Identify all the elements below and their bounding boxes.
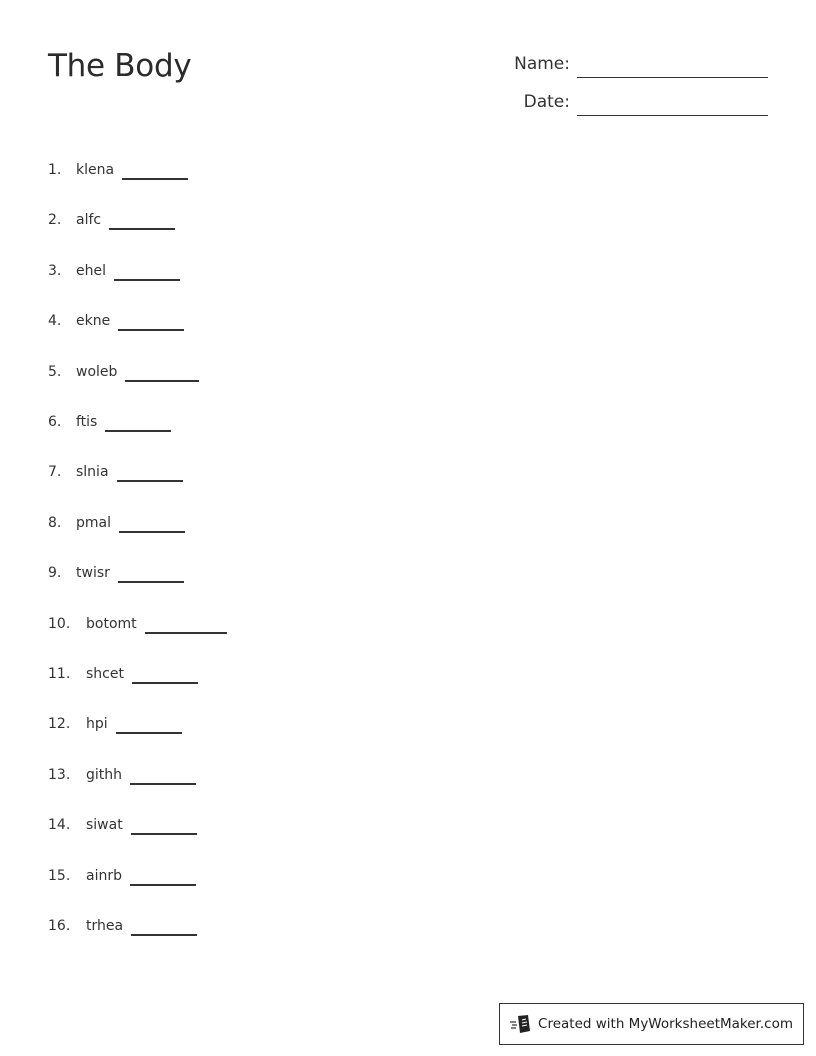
list-item [48,414,171,434]
item-number: 3. [48,262,62,279]
scrambled-word: trhea [86,918,124,934]
answer-blank[interactable] [132,682,198,684]
scrambled-word: twisr [76,565,110,582]
list-item [48,817,197,837]
scrambled-word: siwat [86,817,123,834]
date-label: Date: [523,92,570,112]
answer-blank[interactable] [109,228,175,230]
item-number: 2. [48,212,62,229]
answer-blank[interactable] [130,884,196,886]
answer-blank[interactable] [122,178,188,180]
date-field[interactable] [480,86,770,116]
name-field[interactable] [480,48,770,78]
footer-text: Created with MyWorksheetMaker.com [538,1016,793,1032]
answer-blank[interactable] [130,783,196,785]
list-item [48,666,198,686]
answer-blank[interactable] [131,934,197,936]
scrambled-word: ainrb [86,867,122,884]
list-item [48,515,185,535]
date-input-line[interactable] [577,115,768,116]
item-number: 15. [48,867,71,884]
list-item [48,162,188,182]
scrambled-word: ehel [76,262,106,279]
list-item [48,616,227,636]
item-number: 1. [48,162,62,178]
list-item [48,364,199,384]
item-number: 14. [48,817,71,834]
list-item [48,263,180,283]
item-number: 12. [48,716,71,733]
scrambled-word: shcet [86,666,124,682]
worksheet-logo-icon [510,1014,532,1034]
answer-blank[interactable] [114,279,180,281]
footer-credit [499,1003,804,1045]
item-number: 16. [48,918,71,934]
scrambled-word: botomt [86,615,137,632]
scrambled-word: alfc [76,212,102,229]
page-title: The Body [48,48,192,84]
scrambled-word: ekne [76,313,111,330]
item-number: 11. [48,666,71,682]
scrambled-word: ftis [76,414,98,430]
scrambled-word: hpi [86,716,108,733]
answer-blank[interactable] [105,430,171,432]
answer-blank[interactable] [118,581,184,583]
list-item [48,716,182,736]
list-item [48,212,175,232]
list-item [48,868,196,888]
item-number: 8. [48,514,62,531]
item-number: 13. [48,766,71,783]
item-number: 6. [48,414,62,430]
item-number: 7. [48,464,62,481]
scrambled-word: klena [76,162,115,178]
item-number: 10. [48,615,71,632]
name-label: Name: [514,54,570,74]
answer-blank[interactable] [117,480,183,482]
answer-blank[interactable] [145,632,227,634]
answer-blank[interactable] [131,833,197,835]
scrambled-word: woleb [76,363,118,380]
name-input-line[interactable] [577,77,768,78]
list-item [48,565,184,585]
answer-blank[interactable] [119,531,185,533]
answer-blank[interactable] [116,732,182,734]
list-item [48,464,183,484]
list-item [48,918,197,938]
list-item [48,313,184,333]
item-number: 4. [48,313,62,330]
item-number: 9. [48,565,62,582]
answer-blank[interactable] [118,329,184,331]
answer-blank[interactable] [125,380,199,382]
scrambled-word: pmal [76,514,111,531]
scrambled-word: githh [86,766,123,783]
list-item [48,767,196,787]
scrambled-word: slnia [76,464,109,481]
item-number: 5. [48,363,62,380]
